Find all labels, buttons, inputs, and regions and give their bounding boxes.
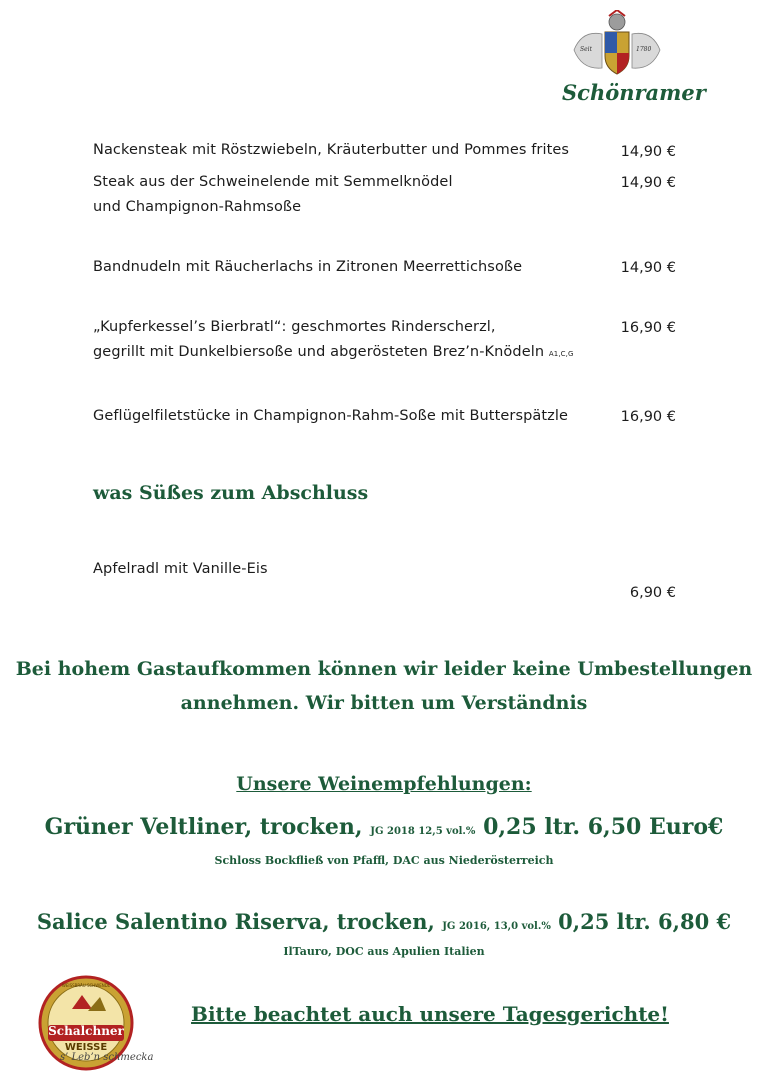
badge-name: Schalchner bbox=[48, 1024, 124, 1038]
menu-item-line-text: gegrillt mit Dunkelbiersoße und abgerösteten Brez’n-Knödeln bbox=[93, 344, 545, 360]
notice-line-1: Bei hohem Gastaufkommen können wir leider keine Umbestellungen bbox=[15, 658, 753, 680]
badge-sub: WEISSE bbox=[64, 1042, 108, 1053]
menu-item-price: 16,90 € bbox=[620, 320, 676, 336]
menu-item-line: „Kupferkessel’s Bierbratl“: geschmortes Rinderscherzl, bbox=[93, 319, 496, 335]
allergen-codes: A1,C,G bbox=[548, 350, 574, 358]
menu-item-line: Steak aus der Schweinelende mit Semmelknödel bbox=[93, 174, 453, 190]
brand-crest bbox=[572, 10, 662, 78]
wine-amount: 0,25 ltr. 6,80 € bbox=[558, 909, 732, 934]
menu-item-4 bbox=[93, 315, 573, 367]
dessert-item: Apfelradl mit Vanille-Eis bbox=[93, 561, 268, 577]
badge-top-text: WEISSBRÄU SCHWENDL bbox=[61, 983, 111, 988]
wine-details: JG 2016, 13,0 vol.% bbox=[442, 921, 551, 932]
menu-item-line: Nackensteak mit Röstzwiebeln, Kräuterbutter und Pommes frites bbox=[93, 142, 570, 158]
menu-item-line: und Champignon-Rahmsoße bbox=[93, 199, 302, 215]
menu-item-line: Bandnudeln mit Räucherlachs in Zitronen Meerrettichsoße bbox=[93, 259, 523, 275]
wine-amount: 0,25 ltr. 6,50 Euro€ bbox=[483, 814, 724, 840]
wine-item-2 bbox=[0, 909, 768, 934]
wine-origin-1: Schloss Bockfließ von Pfaffl, DAC aus Niederösterreich bbox=[214, 854, 554, 867]
menu-item-2 bbox=[93, 170, 453, 220]
wine-origin-2: IlTauro, DOC aus Apulien Italien bbox=[283, 945, 485, 958]
wine-name: Grüner Veltliner, trocken, bbox=[44, 814, 363, 840]
crest-label-left: Seit bbox=[580, 46, 592, 53]
menu-item-price: 14,90 € bbox=[620, 144, 676, 160]
menu-item-5 bbox=[93, 404, 568, 429]
dessert-heading: was Süßes zum Abschluss bbox=[93, 482, 369, 504]
wine-item-1 bbox=[0, 814, 768, 840]
wine-details: JG 2018 12,5 vol.% bbox=[370, 826, 476, 837]
menu-item-3 bbox=[93, 255, 522, 280]
menu-item-price: 14,90 € bbox=[620, 260, 676, 276]
crest-label-right: 1780 bbox=[636, 46, 652, 53]
menu-item-price: 16,90 € bbox=[620, 409, 676, 425]
notice-line-2: annehmen. Wir bitten um Verständnis bbox=[180, 692, 588, 714]
brand-name: Schönramer bbox=[562, 80, 706, 105]
badge-slogan: s’ Leb’n schmecka bbox=[60, 1052, 154, 1063]
wine-name: Salice Salentino Riserva, trocken, bbox=[36, 909, 435, 934]
menu-item-line: Geflügelfiletstücke in Champignon-Rahm-Soße mit Butterspätzle bbox=[93, 408, 569, 424]
wine-heading: Unsere Weinempfehlungen: bbox=[236, 773, 532, 795]
menu-item-1 bbox=[93, 138, 569, 163]
dessert-price: 6,90 € bbox=[629, 585, 676, 601]
daily-specials-note: Bitte beachtet auch unsere Tagesgerichte! bbox=[191, 1002, 669, 1026]
menu-item-price: 14,90 € bbox=[620, 175, 676, 191]
menu-item-line bbox=[93, 340, 573, 367]
